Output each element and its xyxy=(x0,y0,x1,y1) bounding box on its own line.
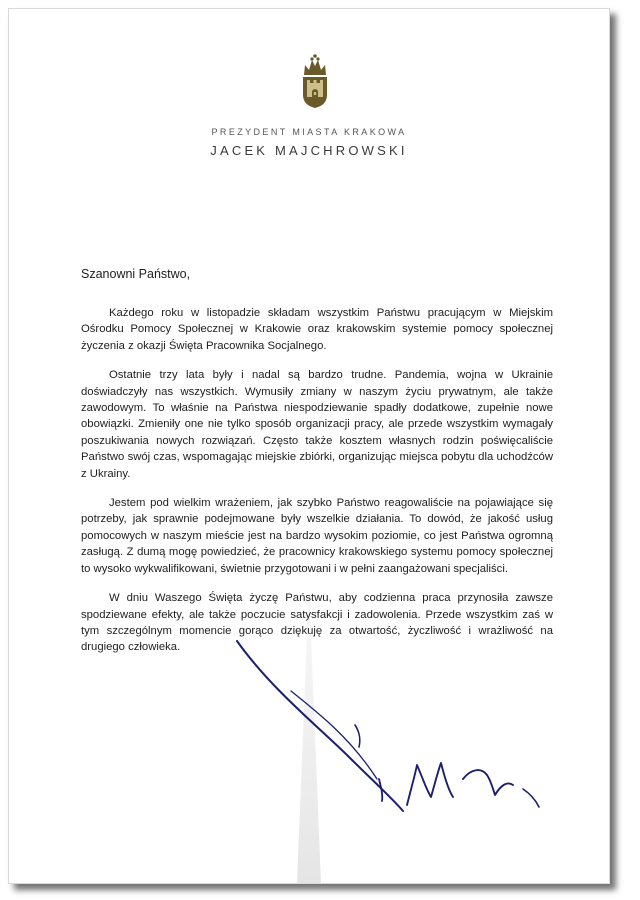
salutation: Szanowni Państwo, xyxy=(81,267,191,281)
krakow-crest-logo xyxy=(297,51,333,109)
letterhead-name: JACEK MAJCHROWSKI xyxy=(210,143,408,158)
letter-page xyxy=(8,8,610,884)
letter-body xyxy=(81,305,553,669)
handwritten-signature xyxy=(231,629,551,824)
letter-paragraph-3: Jestem pod wielkim wrażeniem, jak szybko Państwo reagowaliście na pojawiające się potrzeby, jak sprawnie podejmowane były wszelkie działania. To dowód, że jakość usług pomocowych w naszym mieście jest na bardzo wysokim poziomie, co jest Państwa ogromną zasługą. Z dumą mogę powiedzieć, że pracownicy krakowskiego systemu pomocy społecznej to wysoko wykwalifikowani, świetnie przygotowani i w pełni zaangażowani specjaliści. xyxy=(81,497,553,575)
letter-paragraph-2: Ostatnie trzy lata były i nadal są bardzo trudne. Pandemia, wojna w Ukrainie doświadczyły nas wszystkich. Wymusiły zmiany w naszym życiu prywatnym, ale także zawodowym. To właśnie na Państwa niespodziewanie spadły dodatkowe, zupełnie nowe obowiązki. Zmieniły one nie tylko sposób organizacji pracy, ale przede wszystkim wymagały poszukiwania nowych rozwiązań. Często także kosztem własnych rodzin poświęcaliście Państwo swój czas, wspomagając miejskie zbiórki, organizując miejsca pobytu dla uchodźców z Ukrainy. xyxy=(81,369,553,480)
letter-paragraph-4: W dniu Waszego Święta życzę Państwu, aby codzienna praca przynosiła zawsze spodziewane efekty, ale także poczucie satysfakcji i zadowolenia. Przede wszystkim zaś w tym szczególnym momencie gorąco dziękuję za otwartość, życzliwość i wrażliwość na drugiego człowieka. xyxy=(81,592,553,654)
letter-paragraph-1: Każdego roku w listopadzie składam wszystkim Państwu pracującym w Miejskim Ośrodku Pomocy Społecznej w Krakowie oraz krakowskim systemie pomocy społecznej życzenia z okazji Święta Pracownika Socjalnego. xyxy=(81,307,553,352)
letterhead-title: PREZYDENT MIASTA KRAKOWA xyxy=(211,127,407,137)
